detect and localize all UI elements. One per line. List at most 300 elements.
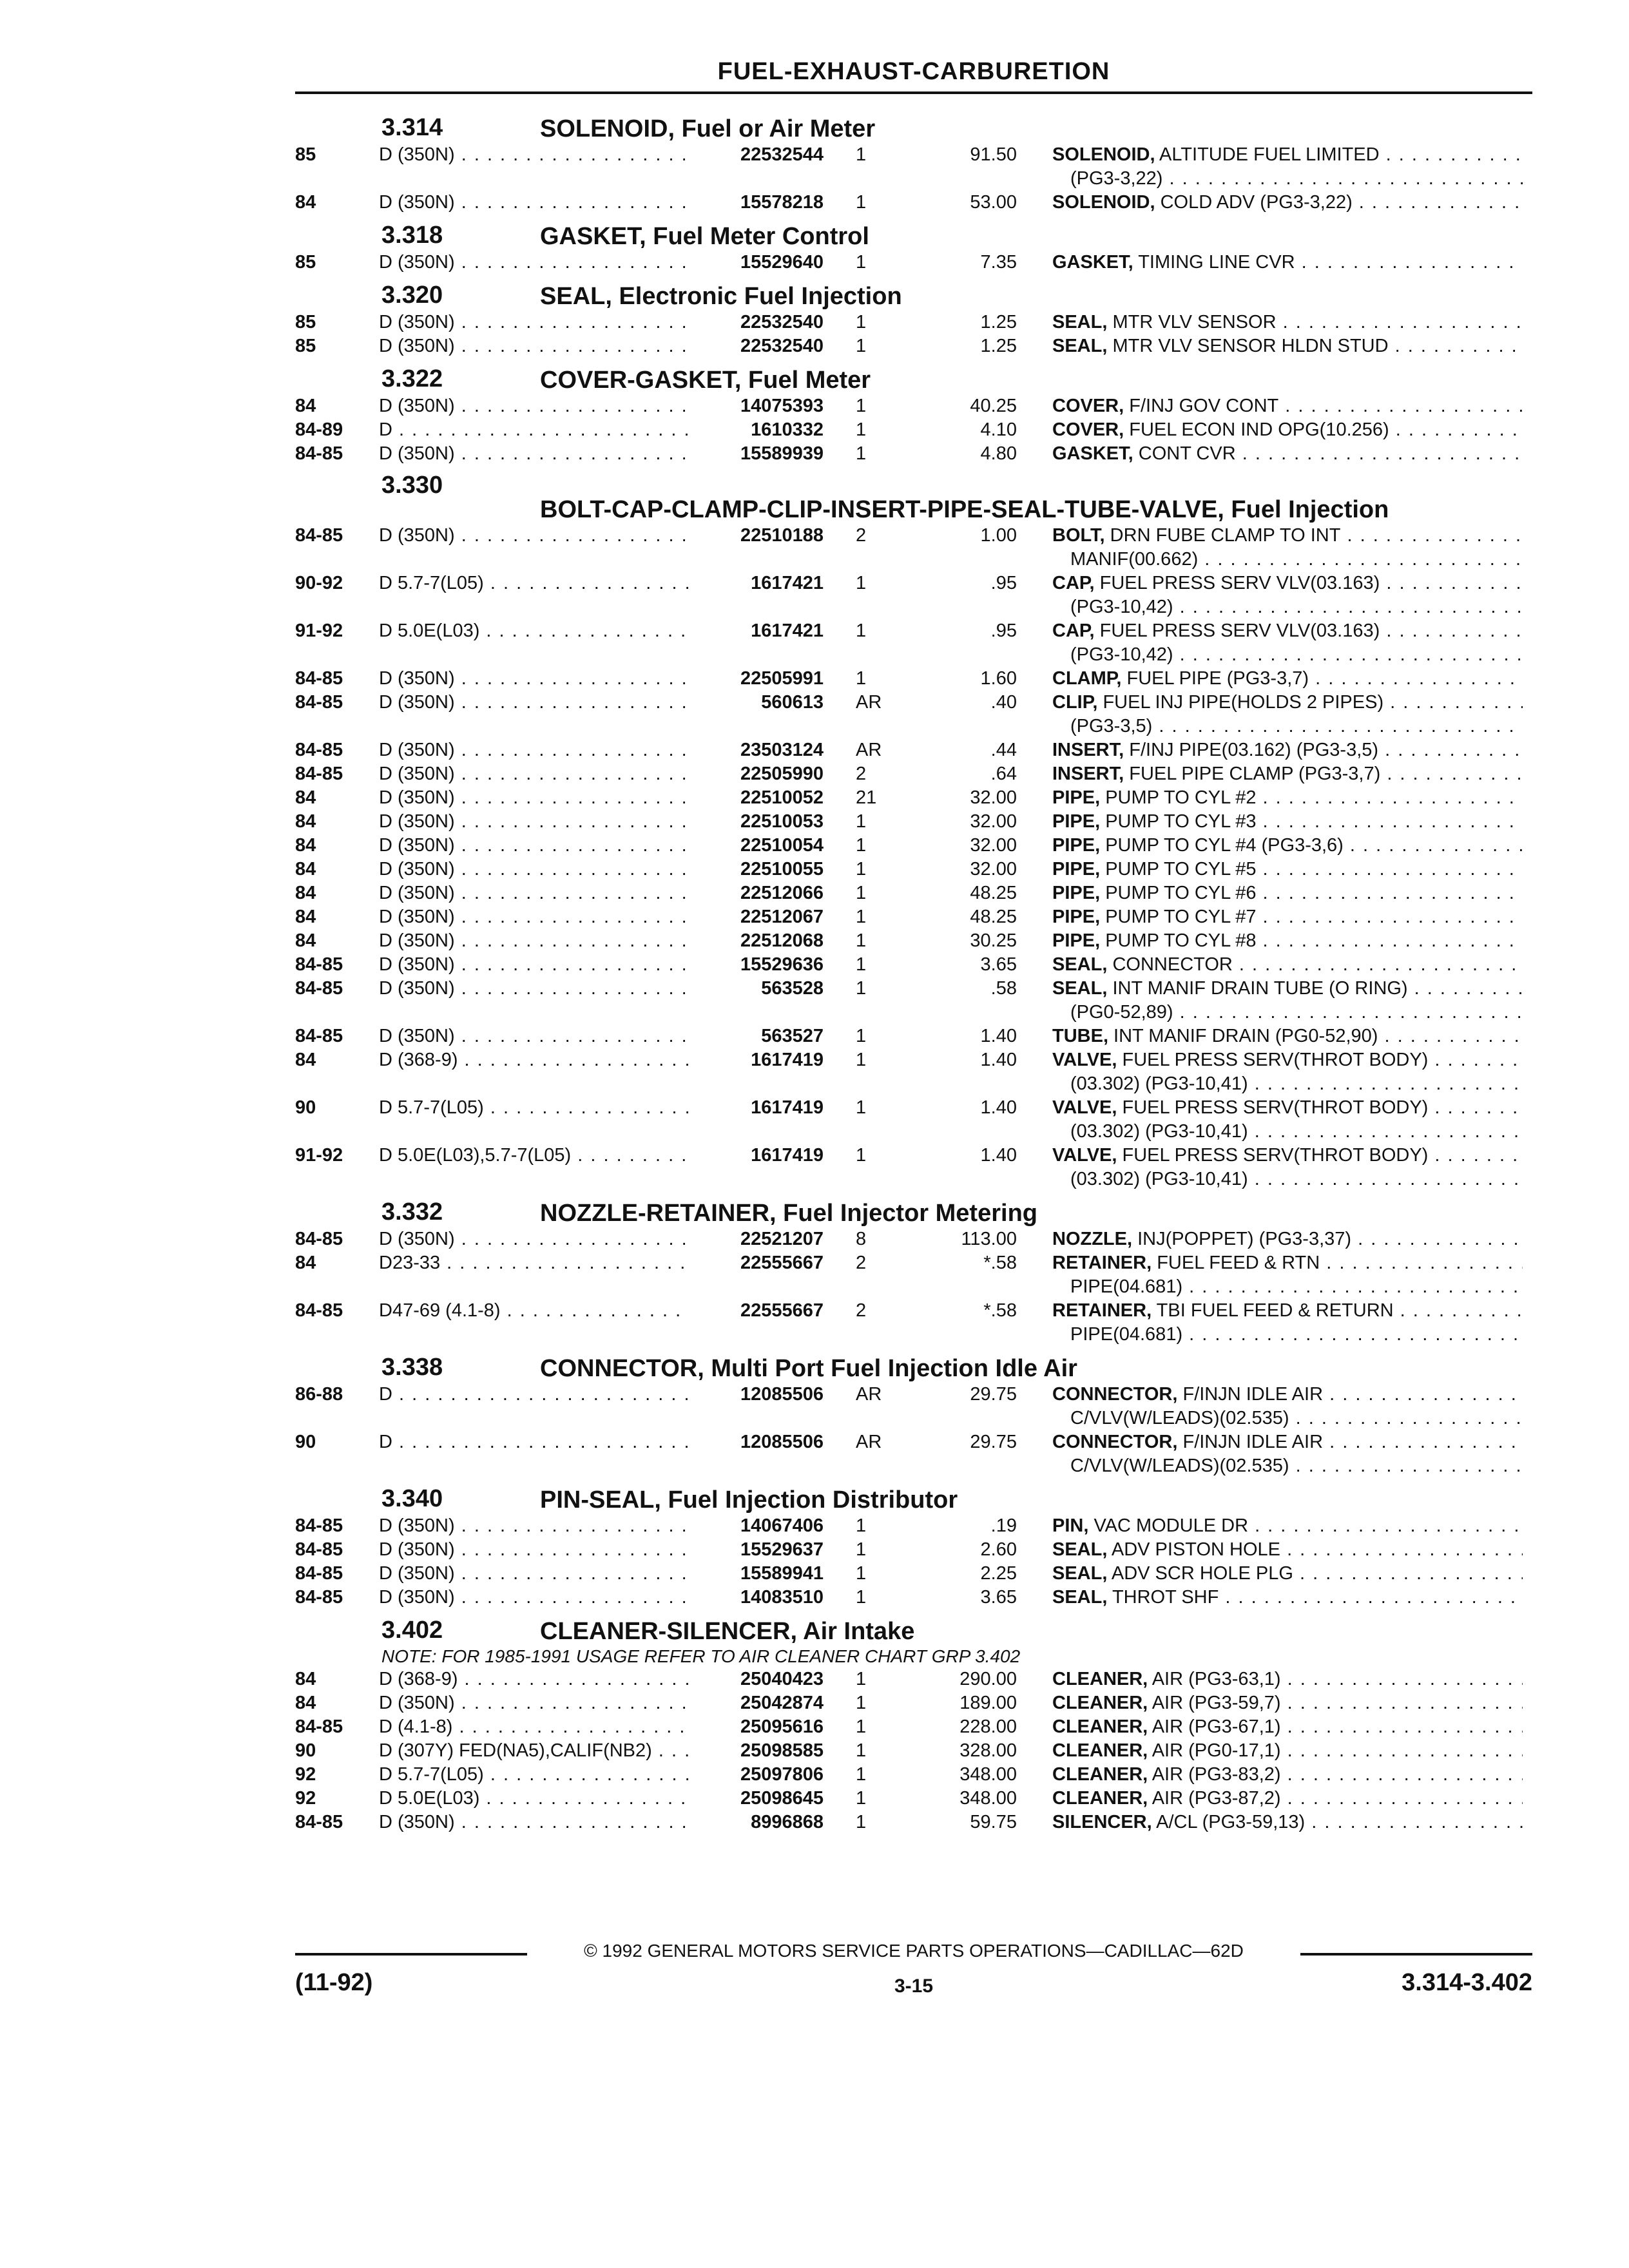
section-title: SEAL, Electronic Fuel Injection — [540, 283, 902, 310]
description-line: VALVE, FUEL PRESS SERV(THROT BODY) . . . — [1052, 1144, 1523, 1168]
description-keyword: CLEANER, — [1052, 1740, 1148, 1761]
year-cell: 90 — [295, 1432, 316, 1452]
description-keyword: PIPE, — [1052, 835, 1101, 856]
part-row — [295, 143, 1532, 191]
section-title: BOLT-CAP-CLAMP-CLIP-INSERT-PIPE-SEAL-TUBE-VALVE, Fuel Injection — [540, 496, 1389, 523]
description-line: PIPE, PUMP TO CYL #8 . . . — [1052, 929, 1523, 953]
part-number-cell: 22532540 — [688, 311, 824, 334]
description-line: SEAL, THROT SHF . . . — [1052, 1586, 1523, 1610]
year-cell: 84-85 — [295, 668, 343, 689]
quantity-cell: 1 — [856, 192, 867, 213]
description-keyword: INSERT, — [1052, 764, 1124, 784]
description-keyword: CLIP, — [1052, 692, 1098, 713]
part-number-cell: 22505991 — [688, 667, 824, 691]
description-keyword: VALVE, — [1052, 1145, 1117, 1166]
section-title: GASKET, Fuel Meter Control — [540, 223, 869, 250]
description-cell — [1052, 1562, 1523, 1586]
section-number: 3.338 — [381, 1354, 443, 1381]
year-cell: 85 — [295, 336, 316, 356]
model-cell: D (350N) . . . — [379, 977, 688, 1001]
description-line: INSERT, FUEL PIPE CLAMP (PG3-3,7) . . . — [1052, 762, 1523, 786]
description-cell — [1052, 1514, 1523, 1538]
part-row — [295, 881, 1532, 905]
part-row — [295, 1715, 1532, 1739]
description-line: CLEANER, AIR (PG3-67,1) . . . — [1052, 1715, 1523, 1739]
description-continuation: (03.302) (PG3-10,41) . . . — [1052, 1120, 1523, 1144]
description-keyword: CLEANER, — [1052, 1669, 1148, 1689]
description-keyword: RETAINER, — [1052, 1253, 1152, 1273]
description-cell — [1052, 251, 1523, 274]
part-number-cell: 1617421 — [688, 619, 824, 643]
year-cell: 84 — [295, 1693, 316, 1713]
model-cell: D (350N) . . . — [379, 524, 688, 548]
year-cell: 91-92 — [295, 1145, 343, 1166]
part-row — [295, 1811, 1532, 1834]
quantity-cell: 1 — [856, 1515, 867, 1536]
quantity-cell: 1 — [856, 1587, 867, 1608]
part-row — [295, 1144, 1532, 1191]
part-row — [295, 1562, 1532, 1586]
description-cell — [1052, 191, 1523, 215]
description-line: CAP, FUEL PRESS SERV VLV(03.163) . . . — [1052, 619, 1523, 643]
description-cell — [1052, 738, 1523, 762]
part-row — [295, 572, 1532, 619]
year-cell: 84-85 — [295, 764, 343, 784]
year-cell: 84 — [295, 1050, 316, 1070]
year-cell: 84-85 — [295, 978, 343, 999]
description-keyword: GASKET, — [1052, 443, 1133, 464]
description-cell — [1052, 1299, 1523, 1347]
quantity-cell: 1 — [856, 1026, 867, 1046]
description-continuation: C/VLV(W/LEADS)(02.535) . . . — [1052, 1454, 1523, 1478]
description-cell — [1052, 394, 1523, 418]
description-keyword: SILENCER, — [1052, 1812, 1152, 1832]
description-line: SEAL, CONNECTOR . . . — [1052, 953, 1523, 977]
description-keyword: CLAMP, — [1052, 668, 1122, 689]
quantity-cell: AR — [856, 1384, 882, 1405]
quantity-cell: 1 — [856, 1812, 867, 1832]
year-cell: 84 — [295, 883, 316, 903]
description-line: SEAL, ADV SCR HOLE PLG . . . — [1052, 1562, 1523, 1586]
part-number-cell: 22510052 — [688, 786, 824, 810]
part-row — [295, 1430, 1532, 1478]
price-cell: 228.00 — [959, 1716, 1017, 1737]
quantity-cell: 8 — [856, 1229, 867, 1249]
part-number-cell: 25098645 — [688, 1787, 824, 1811]
part-number-cell: 14075393 — [688, 394, 824, 418]
description-continuation: PIPE(04.681) . . . — [1052, 1275, 1523, 1299]
price-cell: 1.60 — [980, 668, 1017, 689]
year-cell: 85 — [295, 144, 316, 165]
description-cell — [1052, 1739, 1523, 1763]
part-number-cell: 1617419 — [688, 1096, 824, 1120]
year-cell: 84-85 — [295, 1026, 343, 1046]
section-heading — [295, 1478, 1532, 1514]
part-number-cell: 560613 — [688, 691, 824, 715]
description-keyword: SEAL, — [1052, 1587, 1108, 1608]
section-heading — [295, 274, 1532, 311]
year-cell: 86-88 — [295, 1384, 343, 1405]
description-cell — [1052, 1024, 1523, 1048]
quantity-cell: 1 — [856, 396, 867, 416]
year-cell: 84-85 — [295, 1587, 343, 1608]
quantity-cell: 1 — [856, 811, 867, 832]
part-number-cell: 25098585 — [688, 1739, 824, 1763]
price-cell: 189.00 — [959, 1693, 1017, 1713]
model-cell: D . . . — [379, 1383, 688, 1407]
quantity-cell: 1 — [856, 1145, 867, 1166]
section-number: 3.332 — [381, 1198, 443, 1225]
quantity-cell: 1 — [856, 443, 867, 464]
model-cell: D (350N) . . . — [379, 334, 688, 358]
description-cell — [1052, 977, 1523, 1024]
quantity-cell: AR — [856, 740, 882, 760]
year-cell: 85 — [295, 252, 316, 273]
price-cell: 7.35 — [980, 252, 1017, 273]
year-cell: 84-85 — [295, 1563, 343, 1584]
model-cell: D (350N) . . . — [379, 1024, 688, 1048]
description-line: PIPE, PUMP TO CYL #3 . . . — [1052, 810, 1523, 834]
year-cell: 84-85 — [295, 954, 343, 975]
quantity-cell: 1 — [856, 1764, 867, 1785]
description-cell — [1052, 667, 1523, 691]
model-cell: D 5.0E(L03),5.7-7(L05) . . . — [379, 1144, 688, 1168]
model-cell: D (350N) . . . — [379, 1811, 688, 1834]
price-cell: 328.00 — [959, 1740, 1017, 1761]
part-number-cell: 22555667 — [688, 1251, 824, 1275]
quantity-cell: 1 — [856, 978, 867, 999]
description-keyword: SEAL, — [1052, 954, 1108, 975]
quantity-cell: 1 — [856, 1563, 867, 1584]
description-cell — [1052, 1691, 1523, 1715]
model-cell: D (350N) . . . — [379, 311, 688, 334]
description-continuation: C/VLV(W/LEADS)(02.535) . . . — [1052, 1407, 1523, 1430]
price-cell: 4.80 — [980, 443, 1017, 464]
model-cell: D (350N) . . . — [379, 1586, 688, 1610]
section-note: NOTE: FOR 1985-1991 USAGE REFER TO AIR CLEANER CHART GRP 3.402 — [381, 1646, 1021, 1666]
model-cell: D (350N) . . . — [379, 442, 688, 466]
description-cell — [1052, 1383, 1523, 1430]
quantity-cell: 1 — [856, 1539, 867, 1560]
description-cell — [1052, 1430, 1523, 1478]
part-number-cell: 22512068 — [688, 929, 824, 953]
description-keyword: VALVE, — [1052, 1050, 1117, 1070]
quantity-cell: 1 — [856, 859, 867, 879]
quantity-cell: 1 — [856, 573, 867, 593]
description-cell — [1052, 786, 1523, 810]
price-cell: 1.40 — [980, 1026, 1017, 1046]
description-line: RETAINER, TBI FUEL FEED & RETURN . . . — [1052, 1299, 1523, 1323]
description-line: PIN, VAC MODULE DR . . . — [1052, 1514, 1523, 1538]
part-row — [295, 691, 1532, 738]
model-cell: D 5.7-7(L05) . . . — [379, 1096, 688, 1120]
quantity-cell: 1 — [856, 1050, 867, 1070]
quantity-cell: 2 — [856, 764, 867, 784]
section-number: 3.318 — [381, 222, 443, 249]
part-number-cell: 23503124 — [688, 738, 824, 762]
description-line: SEAL, INT MANIF DRAIN TUBE (O RING) . . . — [1052, 977, 1523, 1001]
description-line: CLEANER, AIR (PG3-83,2) . . . — [1052, 1763, 1523, 1787]
price-cell: 1.25 — [980, 312, 1017, 332]
description-keyword: PIPE, — [1052, 930, 1101, 951]
part-row — [295, 1514, 1532, 1538]
model-cell: D (350N) . . . — [379, 251, 688, 274]
part-row — [295, 858, 1532, 881]
description-keyword: SOLENOID, — [1052, 192, 1155, 213]
model-cell: D (350N) . . . — [379, 905, 688, 929]
model-cell: D23-33 . . . — [379, 1251, 688, 1275]
price-cell: 48.25 — [970, 883, 1017, 903]
year-cell: 90 — [295, 1097, 316, 1118]
description-cell — [1052, 334, 1523, 358]
model-cell: D (350N) . . . — [379, 191, 688, 215]
description-line: SOLENOID, COLD ADV (PG3-3,22) . . . — [1052, 191, 1523, 215]
price-cell: 348.00 — [959, 1788, 1017, 1809]
description-continuation: (PG3-3,5) . . . — [1052, 715, 1523, 738]
model-cell: D (350N) . . . — [379, 858, 688, 881]
description-continuation: MANIF(00.662) . . . — [1052, 548, 1523, 572]
description-line: PIPE, PUMP TO CYL #5 . . . — [1052, 858, 1523, 881]
part-row — [295, 1048, 1532, 1096]
description-continuation: (PG3-10,42) . . . — [1052, 643, 1523, 667]
description-cell — [1052, 762, 1523, 786]
part-number-cell: 15589939 — [688, 442, 824, 466]
price-cell: 3.65 — [980, 954, 1017, 975]
description-cell — [1052, 1538, 1523, 1562]
part-number-cell: 22555667 — [688, 1299, 824, 1323]
description-keyword: RETAINER, — [1052, 1300, 1152, 1321]
quantity-cell: 1 — [856, 1788, 867, 1809]
part-number-cell: 22510053 — [688, 810, 824, 834]
model-cell: D (350N) . . . — [379, 953, 688, 977]
part-row — [295, 1586, 1532, 1610]
part-row — [295, 524, 1532, 572]
model-cell: D (350N) . . . — [379, 834, 688, 858]
description-cell — [1052, 1048, 1523, 1096]
part-number-cell: 12085506 — [688, 1383, 824, 1407]
description-cell — [1052, 1144, 1523, 1191]
year-cell: 84 — [295, 930, 316, 951]
price-cell: 91.50 — [970, 144, 1017, 165]
description-line: COVER, F/INJ GOV CONT . . . — [1052, 394, 1523, 418]
year-cell: 90-92 — [295, 573, 343, 593]
description-line: COVER, FUEL ECON IND OPG(10.256) . . . — [1052, 418, 1523, 442]
year-cell: 84 — [295, 811, 316, 832]
part-number-cell: 22510054 — [688, 834, 824, 858]
description-cell — [1052, 881, 1523, 905]
section-title: COVER-GASKET, Fuel Meter — [540, 367, 871, 394]
part-row — [295, 1667, 1532, 1691]
part-row — [295, 1096, 1532, 1144]
part-row — [295, 334, 1532, 358]
description-keyword: PIPE, — [1052, 787, 1101, 808]
description-keyword: PIN, — [1052, 1515, 1089, 1536]
description-keyword: NOZZLE, — [1052, 1229, 1133, 1249]
price-cell: 29.75 — [970, 1432, 1017, 1452]
year-cell: 91-92 — [295, 620, 343, 641]
description-continuation: (PG0-52,89) . . . — [1052, 1001, 1523, 1024]
model-cell: D (350N) . . . — [379, 691, 688, 715]
model-cell: D (350N) . . . — [379, 667, 688, 691]
part-row — [295, 977, 1532, 1024]
quantity-cell: 1 — [856, 336, 867, 356]
description-keyword: INSERT, — [1052, 740, 1124, 760]
model-cell: D (4.1-8) . . . — [379, 1715, 688, 1739]
description-continuation: (PG3-10,42) . . . — [1052, 595, 1523, 619]
part-number-cell: 15529640 — [688, 251, 824, 274]
part-row — [295, 1538, 1532, 1562]
part-row — [295, 1787, 1532, 1811]
description-line: SEAL, MTR VLV SENSOR HLDN STUD . . . — [1052, 334, 1523, 358]
part-row — [295, 1227, 1532, 1251]
price-cell: 1.40 — [980, 1097, 1017, 1118]
part-number-cell: 1610332 — [688, 418, 824, 442]
description-keyword: CLEANER, — [1052, 1764, 1148, 1785]
description-cell — [1052, 834, 1523, 858]
price-cell: .19 — [990, 1515, 1017, 1536]
quantity-cell: 1 — [856, 252, 867, 273]
part-number-cell: 1617419 — [688, 1048, 824, 1072]
description-line: SILENCER, A/CL (PG3-59,13) . . . — [1052, 1811, 1523, 1834]
description-cell — [1052, 311, 1523, 334]
price-cell: 113.00 — [961, 1229, 1017, 1249]
model-cell: D . . . — [379, 1430, 688, 1454]
description-line: PIPE, PUMP TO CYL #2 . . . — [1052, 786, 1523, 810]
description-keyword: PIPE, — [1052, 907, 1101, 927]
quantity-cell: 21 — [856, 787, 877, 808]
description-cell — [1052, 1251, 1523, 1299]
description-keyword: CONNECTOR, — [1052, 1432, 1178, 1452]
description-line: RETAINER, FUEL FEED & RTN . . . — [1052, 1251, 1523, 1275]
part-number-cell: 25040423 — [688, 1667, 824, 1691]
part-row — [295, 619, 1532, 667]
quantity-cell: AR — [856, 692, 882, 713]
price-cell: .40 — [990, 692, 1017, 713]
price-cell: 30.25 — [970, 930, 1017, 951]
quantity-cell: 1 — [856, 1669, 867, 1689]
description-line: GASKET, TIMING LINE CVR . . . — [1052, 251, 1523, 274]
model-cell: D47-69 (4.1-8) . . . — [379, 1299, 688, 1323]
section-title: SOLENOID, Fuel or Air Meter — [540, 115, 876, 142]
quantity-cell: 1 — [856, 1716, 867, 1737]
part-row — [295, 953, 1532, 977]
part-row — [295, 905, 1532, 929]
description-line: CLEANER, AIR (PG0-17,1) . . . — [1052, 1739, 1523, 1763]
year-cell: 84 — [295, 1253, 316, 1273]
price-cell: 3.65 — [980, 1587, 1017, 1608]
quantity-cell: 1 — [856, 907, 867, 927]
price-cell: 1.40 — [980, 1145, 1017, 1166]
price-cell: *.58 — [983, 1300, 1017, 1321]
description-keyword: CLEANER, — [1052, 1788, 1148, 1809]
description-keyword: BOLT, — [1052, 525, 1105, 546]
part-row — [295, 1691, 1532, 1715]
model-cell: D (368-9) . . . — [379, 1048, 688, 1072]
description-keyword: VALVE, — [1052, 1097, 1117, 1118]
footer-date: (11-92) — [295, 1969, 373, 1996]
model-cell: D . . . — [379, 418, 688, 442]
description-keyword: CLEANER, — [1052, 1716, 1148, 1737]
quantity-cell: 1 — [856, 144, 867, 165]
year-cell: 84-85 — [295, 443, 343, 464]
model-cell: D (350N) . . . — [379, 762, 688, 786]
price-cell: 53.00 — [970, 192, 1017, 213]
part-number-cell: 15529637 — [688, 1538, 824, 1562]
price-cell: .58 — [990, 978, 1017, 999]
part-number-cell: 14083510 — [688, 1586, 824, 1610]
description-cell — [1052, 1763, 1523, 1787]
price-cell: .64 — [990, 764, 1017, 784]
description-line: TUBE, INT MANIF DRAIN (PG0-52,90) . . . — [1052, 1024, 1523, 1048]
description-keyword: SEAL, — [1052, 978, 1108, 999]
year-cell: 92 — [295, 1788, 316, 1809]
price-cell: 32.00 — [970, 811, 1017, 832]
price-cell: 2.25 — [980, 1563, 1017, 1584]
description-keyword: GASKET, — [1052, 252, 1133, 273]
part-row — [295, 394, 1532, 418]
part-row — [295, 786, 1532, 810]
description-line: SOLENOID, ALTITUDE FUEL LIMITED . . . — [1052, 143, 1523, 167]
model-cell: D (350N) . . . — [379, 1227, 688, 1251]
description-line: CLIP, FUEL INJ PIPE(HOLDS 2 PIPES) . . . — [1052, 691, 1523, 715]
quantity-cell: 1 — [856, 930, 867, 951]
copyright-line: © 1992 GENERAL MOTORS SERVICE PARTS OPERATIONS—CADILLAC—62D — [584, 1941, 1244, 1961]
price-cell: 290.00 — [959, 1669, 1017, 1689]
description-cell — [1052, 1811, 1523, 1834]
price-cell: 348.00 — [959, 1764, 1017, 1785]
price-cell: .95 — [990, 620, 1017, 641]
description-keyword: SOLENOID, — [1052, 144, 1155, 165]
section-number: 3.320 — [381, 282, 443, 309]
description-cell — [1052, 1096, 1523, 1144]
part-row — [295, 251, 1532, 274]
section-number: 3.322 — [381, 365, 443, 392]
part-number-cell: 22510188 — [688, 524, 824, 548]
description-line: VALVE, FUEL PRESS SERV(THROT BODY) . . . — [1052, 1048, 1523, 1072]
model-cell: D 5.0E(L03) . . . — [379, 1787, 688, 1811]
quantity-cell: 1 — [856, 668, 867, 689]
description-cell — [1052, 953, 1523, 977]
section-title: NOZZLE-RETAINER, Fuel Injector Metering — [540, 1200, 1037, 1227]
section-heading — [295, 1191, 1532, 1227]
footer-rule-left — [295, 1953, 527, 1956]
year-cell: 84-89 — [295, 419, 343, 440]
model-cell: D (350N) . . . — [379, 1514, 688, 1538]
description-keyword: PIPE, — [1052, 811, 1101, 832]
year-cell: 85 — [295, 312, 316, 332]
price-cell: 4.10 — [980, 419, 1017, 440]
description-keyword: SEAL, — [1052, 336, 1108, 356]
part-row — [295, 311, 1532, 334]
quantity-cell: 2 — [856, 525, 867, 546]
description-cell — [1052, 1787, 1523, 1811]
part-number-cell: 25042874 — [688, 1691, 824, 1715]
part-row — [295, 762, 1532, 786]
footer-rule-right — [1300, 1953, 1532, 1956]
section-heading — [295, 466, 1532, 524]
year-cell: 84-85 — [295, 1229, 343, 1249]
year-cell: 84-85 — [295, 1812, 343, 1832]
part-number-cell: 563527 — [688, 1024, 824, 1048]
description-cell — [1052, 858, 1523, 881]
description-keyword: CAP, — [1052, 620, 1095, 641]
year-cell: 90 — [295, 1740, 316, 1761]
quantity-cell: AR — [856, 1432, 882, 1452]
price-cell: 59.75 — [970, 1812, 1017, 1832]
section-number: 3.330 — [381, 472, 443, 499]
price-cell: 32.00 — [970, 787, 1017, 808]
description-cell — [1052, 524, 1523, 572]
